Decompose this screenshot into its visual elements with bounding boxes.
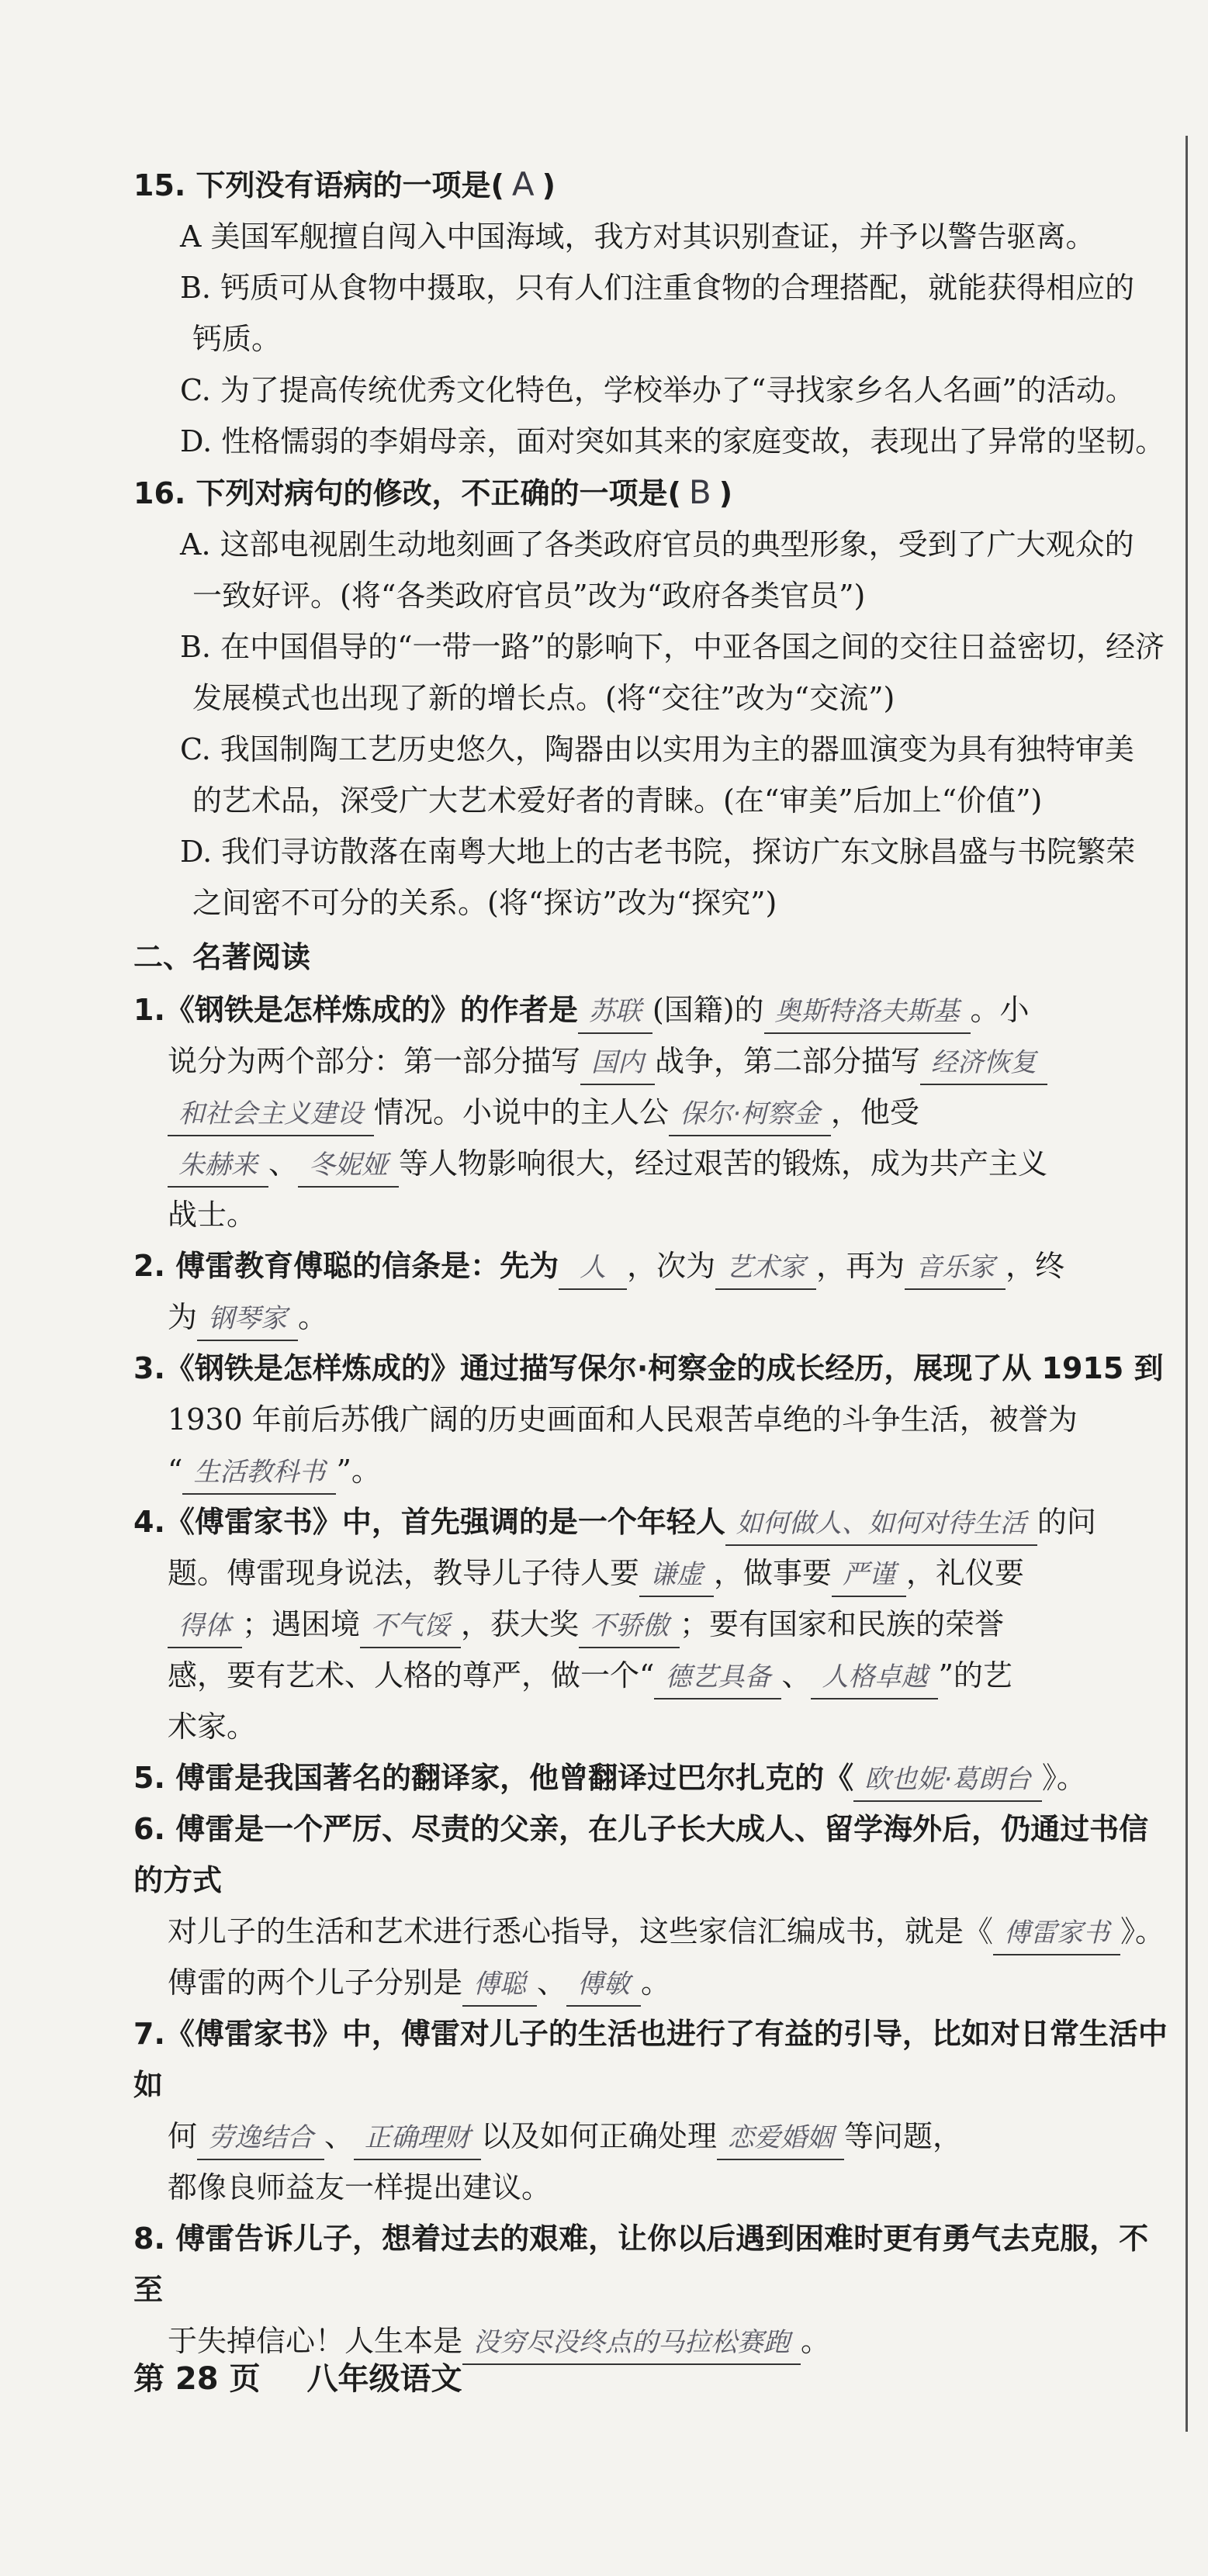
q15-option-a: A 美国军舰擅自闯入中国海域，我方对其识别查证，并予以警告驱离。 <box>180 220 1096 254</box>
q16-option-d-cont: 之间密不可分的关系。(将“探访”改为“探究”) <box>192 886 777 920</box>
subject-label: 八年级语文 <box>306 2361 462 2397</box>
n8-line-2: 于失掉信心！人生本是 没穷尽没终点的马拉松赛跑 。 <box>133 2315 1173 2367</box>
n1-line-1: 1.《钢铁是怎样炼成的》的作者是 苏联 (国籍)的 奥斯特洛夫斯基 。小 <box>133 984 1173 1036</box>
n1-blank-person2: 冬妮娅 <box>298 1144 399 1188</box>
n7-blank-1: 劳逸结合 <box>197 2117 324 2160</box>
q15-stem: 15. 下列没有语病的一项是( A ) <box>133 165 556 203</box>
n5-line-1: 5. 傅雷是我国著名的翻译家，他曾翻译过巴尔扎克的《 欧也妮·葛朗台 》。 <box>133 1752 1173 1803</box>
n2-blank-2: 艺术家 <box>715 1247 816 1290</box>
n2-line-2: 为 钢琴家 。 <box>133 1291 1173 1343</box>
q15-answer: A <box>511 165 535 203</box>
page-footer <box>133 2354 497 2398</box>
q16-stem: 16. 下列对病句的修改，不正确的一项是( B ) <box>133 473 733 511</box>
n7-blank-2: 正确理财 <box>354 2117 481 2160</box>
n1-blank-part2a: 经济恢复 <box>920 1042 1047 1085</box>
n1-line-3: 和社会主义建设 情况。小说中的主人公 保尔·柯察金 ，他受 <box>133 1087 1173 1138</box>
n6-blank-3: 傅敏 <box>566 1963 641 2007</box>
n6-blank-2: 傅聪 <box>462 1963 537 2007</box>
n2-line-1: 2. 傅雷教育傅聪的信条是：先为 人 ，次为 艺术家 ，再为 音乐家 ，终 <box>133 1240 1173 1291</box>
n4-blank-5: 不气馁 <box>360 1605 461 1648</box>
n2-blank-4: 钢琴家 <box>197 1298 298 1341</box>
n4-line-3: 得体 ；遇困境 不气馁 ，获大奖 不骄傲 ；要有国家和民族的荣誉 <box>133 1599 1173 1650</box>
page-number: 第 28 页 <box>133 2361 261 2397</box>
n7-line-3: 都像良师益友一样提出建议。 <box>168 2170 552 2204</box>
q15-option-b-cont: 钙质。 <box>192 322 282 356</box>
q15-option-b: B. 钙质可从食物中摄取，只有人们注重食物的合理搭配，就能获得相应的 <box>180 271 1135 305</box>
content <box>133 159 1173 2367</box>
n2-blank-3: 音乐家 <box>905 1247 1006 1290</box>
n3-blank-1: 生活教科书 <box>182 1451 336 1495</box>
margin-rule <box>1186 136 1188 2432</box>
n8-line-1: 8. 傅雷告诉儿子，想着过去的艰难，让你以后遇到困难时更有勇气去克服，不至 <box>133 2222 1149 2307</box>
n4-line-4: 感，要有艺术、人格的尊严，做一个“ 德艺具备 、 人格卓越 ”的艺 <box>133 1650 1173 1701</box>
n1-blank-hero: 保尔·柯察金 <box>669 1093 831 1136</box>
n4-blank-1: 如何做人、如何对待生活 <box>725 1502 1037 1546</box>
n1-line-4: 朱赫来 、 冬妮娅 等人物影响很大，经过艰苦的锻炼，成为共产主义 <box>133 1138 1173 1189</box>
n1-line-5: 战士。 <box>168 1198 257 1232</box>
n2-blank-1: 人 <box>559 1247 627 1290</box>
q15-option-c: C. 为了提高传统优秀文化特色，学校举办了“寻找家乡名人名画”的活动。 <box>180 373 1135 407</box>
n4-line-5: 术家。 <box>168 1710 257 1744</box>
n6-line-2: 对儿子的生活和艺术进行悉心指导，这些家信汇编成书，就是《 傅雷家书 》。 <box>133 1906 1173 1957</box>
section-title: 二、名著阅读 <box>133 940 311 974</box>
q16-option-b: B. 在中国倡导的“一带一路”的影响下，中亚各国之间的交往日益密切，经济 <box>180 630 1165 664</box>
n4-line-1: 4.《傅雷家书》中，首先强调的是一个年轻人 如何做人、如何对待生活 的问 <box>133 1496 1173 1547</box>
q16-option-a: A. 这部电视剧生动地刻画了各类政府官员的典型形象，受到了广大观众的 <box>180 527 1134 562</box>
n5-blank-1: 欧也妮·葛朗台 <box>853 1758 1042 1802</box>
n3-line-3: “ 生活教科书 ”。 <box>133 1445 1173 1496</box>
n4-blank-2: 谦虚 <box>639 1554 714 1597</box>
n7-line-2: 何 劳逸结合 、 正确理财 以及如何正确处理 恋爱婚姻 等问题， <box>133 2111 1173 2162</box>
q16-option-c-cont: 的艺术品，深受广大艺术爱好者的青睐。(在“审美”后加上“价值”) <box>192 783 1043 818</box>
n3-line-1: 3.《钢铁是怎样炼成的》通过描写保尔·柯察金的成长经历，展现了从 1915 到 <box>133 1351 1164 1385</box>
n7-blank-3: 恋爱婚姻 <box>717 2117 844 2160</box>
n1-blank-nationality: 苏联 <box>578 991 652 1034</box>
n7-line-1: 7.《傅雷家书》中，傅雷对儿子的生活也进行了有益的引导，比如对日常生活中如 <box>133 2017 1168 2102</box>
n1-blank-war: 国内 <box>580 1042 655 1085</box>
n6-line-1: 6. 傅雷是一个严厉、尽责的父亲，在儿子长大成人、留学海外后，仍通过书信的方式 <box>133 1812 1149 1897</box>
n1-blank-author: 奥斯特洛夫斯基 <box>764 991 971 1034</box>
n3-line-2: 1930 年前后苏俄广阔的历史画面和人民艰苦卓绝的斗争生活，被誉为 <box>168 1402 1078 1437</box>
q16-option-d: D. 我们寻访散落在南粤大地上的古老书院，探访广东文脉昌盛与书院繁荣 <box>180 835 1136 869</box>
n1-blank-part2b: 和社会主义建设 <box>168 1093 374 1136</box>
n4-blank-3: 严谨 <box>832 1554 906 1597</box>
q15-option-d: D. 性格懦弱的李娟母亲，面对突如其来的家庭变故，表现出了异常的坚韧。 <box>180 424 1165 458</box>
n1-blank-person1: 朱赫来 <box>168 1144 268 1188</box>
q16-option-b-cont: 发展模式也出现了新的增长点。(将“交往”改为“交流”) <box>192 681 895 715</box>
n6-line-3: 傅雷的两个儿子分别是 傅聪 、 傅敏 。 <box>133 1957 1173 2008</box>
n4-blank-4: 得体 <box>168 1605 242 1648</box>
n4-blank-7: 德艺具备 <box>654 1656 781 1699</box>
n6-blank-1: 傅雷家书 <box>993 1912 1120 1955</box>
q16-answer: B <box>688 473 711 511</box>
n4-blank-6: 不骄傲 <box>579 1605 680 1648</box>
n4-line-2: 题。傅雷现身说法，教导儿子待人要 谦虚 ，做事要 严谨 ，礼仪要 <box>133 1547 1173 1599</box>
q16-option-c: C. 我国制陶工艺历史悠久，陶器由以实用为主的器皿演变为具有独特审美 <box>180 732 1134 766</box>
n4-blank-8: 人格卓越 <box>811 1656 938 1699</box>
n8-blank-1: 没穷尽没终点的马拉松赛跑 <box>462 2322 801 2365</box>
n1-line-2: 说分为两个部分：第一部分描写 国内 战争，第二部分描写 经济恢复 <box>133 1036 1173 1087</box>
q16-option-a-cont: 一致好评。(将“各类政府官员”改为“政府各类官员”) <box>192 579 866 613</box>
